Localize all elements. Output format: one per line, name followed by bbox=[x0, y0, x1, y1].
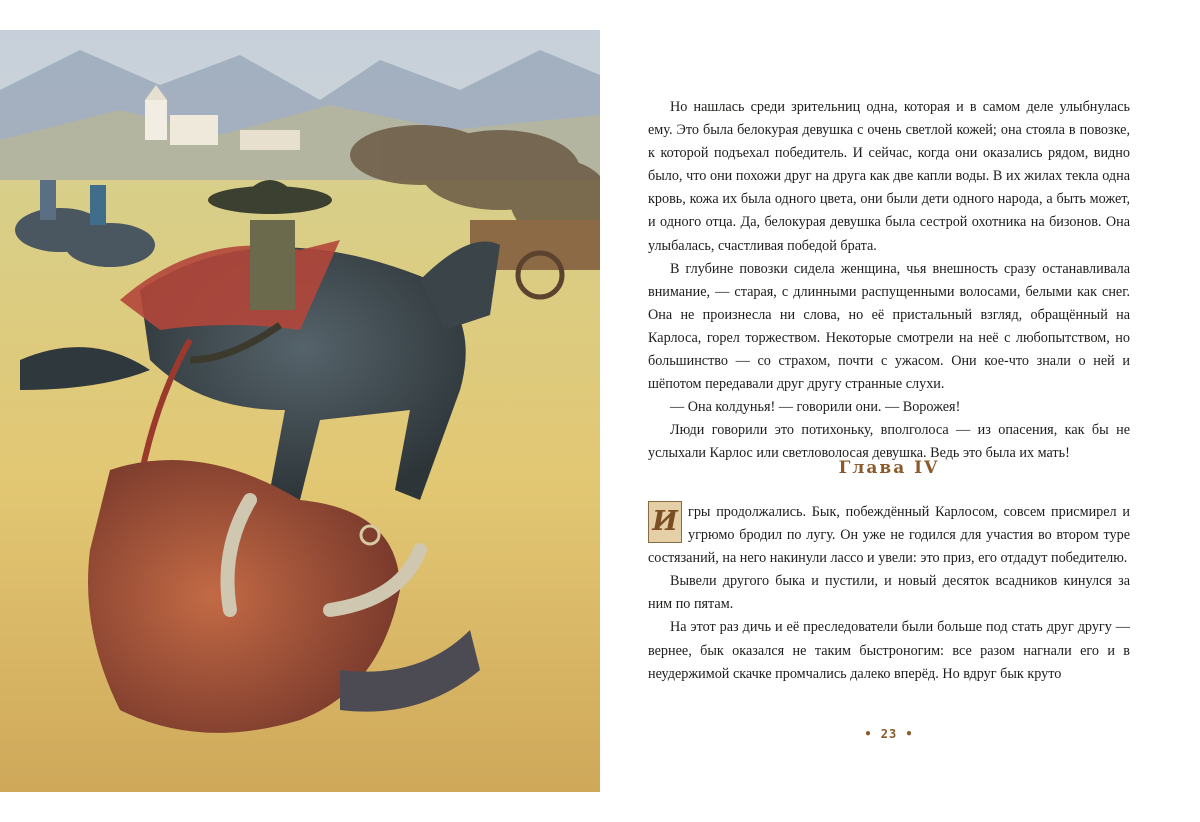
paragraph: Но нашлась среди зрительниц одна, которая и в самом деле улыбнулась ему. Это была белокурая девушка с очень светлой кожей; она стояла в повозке, к которой подъехал победитель. И сейчас, когда они оказались рядом, видно было, что они похожи друг на друга как две капли воды. В их жилах текла одна кровь, кожа их была одного цвета, они были дети одного народа, а быть может, и одного отца. Да, белокурая девушка была сестрой охотника на бизонов. Она улыбалась, счастливая победой брата. bbox=[648, 99, 1130, 254]
paragraph: Вывели другого быка и пустили, и новый десяток всадников кинулся за ним по пятам. bbox=[648, 573, 1130, 613]
rider-bull-illustration bbox=[0, 30, 600, 792]
paragraph: На этот раз дичь и её преследователи были больше под стать друг другу — вернее, бык оказался не таким быстроногим: все разом нагнали его и в неудержимой скачке промчались далеко вперёд. Но вдруг бык круто bbox=[648, 619, 1130, 682]
first-paragraph-text: гры продолжались. Бык, побеждённый Карлосом, совсем присмирел и угрюмо бродил по лугу. Он уже не годился для участия во втором туре состязаний, на него накинули лассо и увели: это приз, его отдадут победителю. bbox=[648, 504, 1130, 567]
page-text-bottom bbox=[648, 501, 1130, 686]
paragraph: Люди говорили это потихоньку, вполголоса — из опасения, как бы не услыхали Карлос или светловолосая девушка. Ведь это была их мать! bbox=[648, 422, 1130, 462]
paragraph: В глубине повозки сидела женщина, чья внешность сразу останавливала внимание, — старая, с длинными распущенными волосами, белыми как снег. Она не произнесла ни слова, но её пристальный взгляд, обращённый на Карлоса, горел торжеством. Некоторые смотрели на неё с любопытством, но большинство — со страхом, почти с ужасом. Они кое-что знали о ней и шёпотом передавали друг другу странные слухи. bbox=[648, 260, 1130, 393]
illustration-canvas bbox=[0, 30, 600, 792]
chapter-first-paragraph bbox=[648, 501, 1130, 570]
drop-cap: И bbox=[648, 501, 682, 543]
page-number: • 23 • bbox=[864, 727, 914, 741]
page-text-top bbox=[648, 96, 1130, 466]
paragraph: — Она колдунья! — говорили они. — Ворожея! bbox=[670, 399, 961, 416]
chapter-title: Глава IV bbox=[838, 458, 940, 478]
